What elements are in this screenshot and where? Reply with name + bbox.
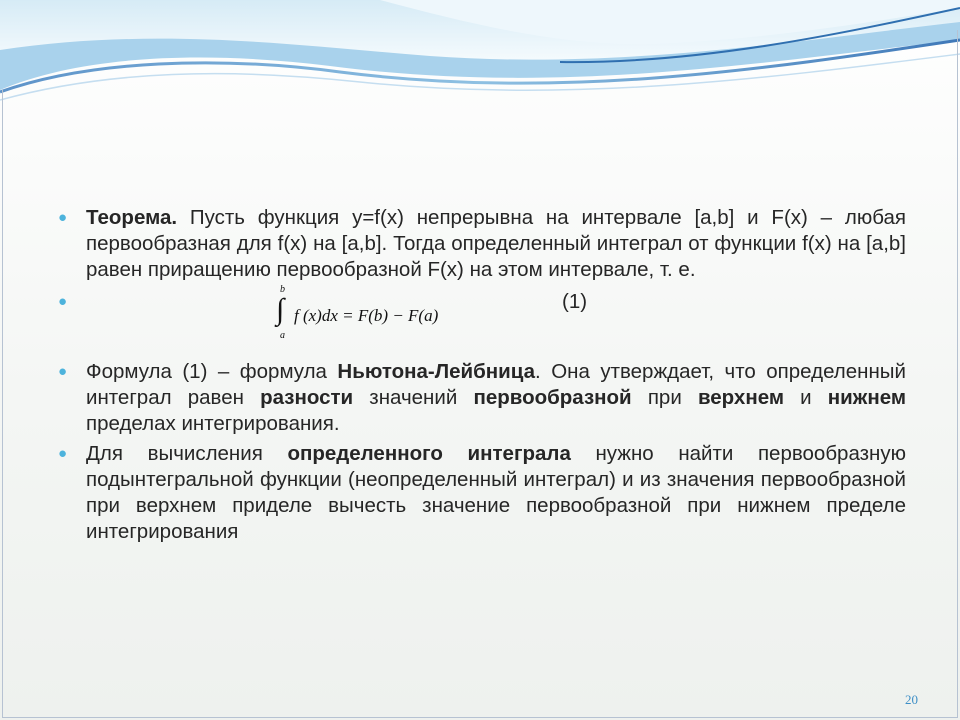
- integral-sign-icon: ∫: [276, 293, 285, 326]
- slide-content: [58, 205, 906, 545]
- bold-term: Ньютона-Лейбница: [337, 360, 536, 383]
- text-segment: пределах интегрирования.: [86, 412, 340, 435]
- bullet-dot-icon: ●: [58, 293, 68, 310]
- formula-expression: f (x)dx = F(b) − F(a): [294, 306, 439, 325]
- newton-leibniz-paragraph: [86, 359, 906, 437]
- text-segment: Для вычисления: [86, 442, 288, 465]
- text-segment: и: [784, 386, 828, 409]
- bullet-calculation: [58, 441, 906, 545]
- bold-term: определенного интеграла: [287, 442, 571, 465]
- bullet-dot-icon: ●: [58, 363, 68, 380]
- newton-leibniz-formula: [274, 284, 504, 341]
- bullet-theorem: [58, 205, 906, 283]
- page-number: 20: [905, 692, 918, 707]
- text-segment: значений: [353, 386, 474, 409]
- integral-upper-limit: b: [280, 284, 285, 295]
- calculation-paragraph: [86, 441, 906, 545]
- frame-line-bottom: [2, 717, 958, 718]
- text-segment: Формула (1) – формула: [86, 360, 338, 383]
- bold-term: первообразной: [473, 386, 632, 409]
- bullet-formula: [58, 284, 906, 359]
- text-segment: . Она утверждает, что определенный интеграл равен: [86, 360, 906, 409]
- theorem-label: Теорема.: [86, 206, 178, 229]
- bullet-newton-leibniz: [58, 359, 906, 437]
- frame-line-left: [2, 90, 3, 718]
- text-segment: при: [631, 386, 698, 409]
- formula-number: (1): [562, 290, 588, 313]
- integral-lower-limit: a: [280, 330, 285, 341]
- bullet-dot-icon: ●: [58, 209, 68, 226]
- bold-term: разности: [260, 386, 354, 409]
- theorem-paragraph: [86, 205, 906, 283]
- bold-term: верхнем: [697, 386, 785, 409]
- bold-term: нижнем: [827, 386, 906, 409]
- theorem-text: Пусть функция y=f(x) непрерывна на интервале [a,b] и F(x) – любая первообразная для f(x) на [a,b]. Тогда определенный интеграл от функции f(x) на [a,b] равен приращению первообразной F(x) на этом интервале, т. е.: [86, 206, 906, 281]
- frame-line-right: [957, 30, 958, 718]
- bullet-dot-icon: ●: [58, 445, 68, 462]
- header-wave-decoration: [0, 0, 960, 110]
- text-segment: нужно найти первообразную подынтегральной функции (неопределенный интеграл) и из значения первообразной при верхнем приделе вычесть значение первообразной при нижнем пределе интегрирования: [86, 442, 906, 543]
